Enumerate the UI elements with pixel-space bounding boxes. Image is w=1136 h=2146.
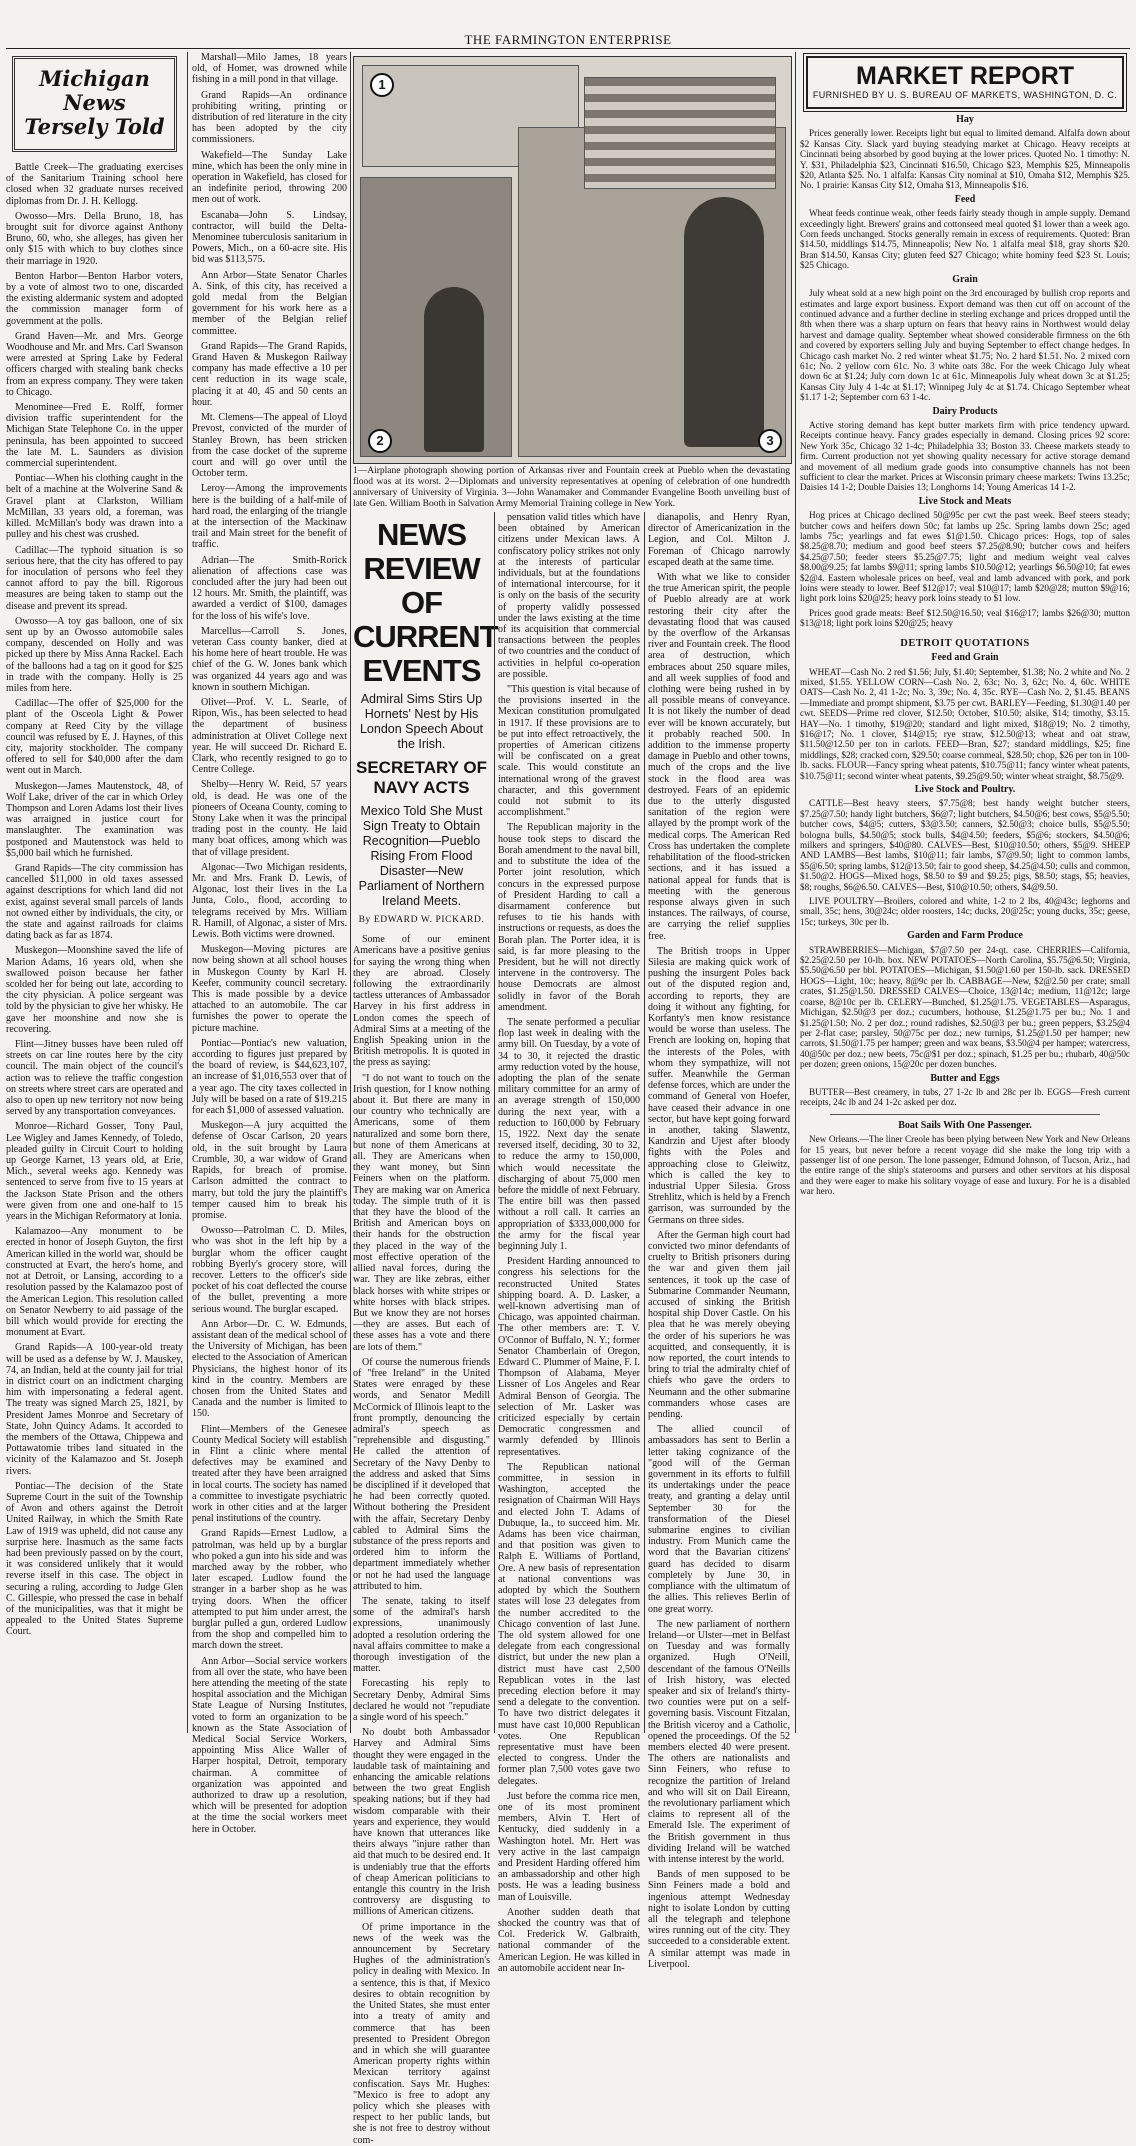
masthead-rule <box>6 48 1130 49</box>
detroit-live-stock: CATTLE—Best heavy steers, $7.75@8; best handy weight butcher steers, $7.25@7.50; handy light butchers, $6@7; light butchers, $4.50@6; best cows, $5@5.50; butcher cows, $4@5; cutters, $3@3.50; canners, $2.50@3; choice bulls, $5@5.50; bologna bulls, $4.50@5; stock bulls, $4@4.50; feeders, $5@6; stockers, $4.50@6; milkers and springers, $40@80. CALVES—Best, $10@10.50; others, $5@9. SHEEP AND LAMBS—Best lambs, $10@11; fair lambs, $7@9.50; light to common lambs, $5@6.50; spring lambs, $12@13.50; fair to good sheep, $4.25@4.50; culls and common, $1.50@2. HOGS—Mixed hogs, $8.50 to $9 and $9.25; pigs, $8.50; stags, $5; heavies, $8; roughs, $6@6.50. CALVES—Best, $10@10.50; others, $4@9.50. <box>800 798 1130 892</box>
photo-caption: 1—Airplane photograph showing portion of Arkansas river and Fountain creek at Pueblo when the devastating flood was at its worst. 2—Diplomats and university representatives at opening of celebration of one hundredth anniversary of University of Virginia. 3—John Wanamaker and Commander Evangeline Booth unveiling bust of late Gen. William Booth in Salvation Army Memorial Training college in New York. <box>353 466 790 509</box>
article-paragraph: Owosso—Patrolman C. D. Miles, who was shot in the left hip by a burglar whom the officer caught robbing Byerly's grocery store, will recover. Letters to the officer's side pocket of his coat deflected the course of the bullet, preventing a more serious wound. The burglar escaped. <box>192 1225 347 1315</box>
article-paragraph: No doubt both Ambassador Harvey and Admiral Sims thought they were engaged in the laudable task of maintaining and enhancing the amicable relations between the two great English speaking nations; but if they had wisdom comparable with their years and experience, they would have known that utterances like theirs always "injure rather than aid that much to be desired end. It is undeniably true that the efforts of cheap American politicians to entangle this country in the Irish controversy are disgusting to millions of American citizens. <box>353 1727 490 1918</box>
heading-line-1: Michigan News <box>39 66 150 115</box>
article-paragraph: Mt. Clemens—The appeal of Lloyd Prevost, convicted of the murder of Stanley Brown, has been stricken from the case docket of the supreme court and will go over until the October term. <box>192 412 347 480</box>
article-paragraph: Olivet—Prof. V. L. Searle, of Ripon, Wis., has been selected to head the department of business administration at Olivet College next year. He will succeed Dr. Richard E. Clark, who recently resigned to go to Centre College. <box>192 696 347 776</box>
article-paragraph: Grand Rapids—Ernest Ludlow, a patrolman, was held up by a burglar who poked a gun into his side and was marched away by the robber, who later escaped. Ludlow found the stranger in a barber shop as he was trying doors. When the officer attempted to put him under arrest, the burglar pulled a gun, ordered Ludlow from the shop and compelled him to march down the street. <box>192 1528 347 1652</box>
masthead <box>0 0 1136 46</box>
article-paragraph: Pontiac—The decision of the State Supreme Court in the suit of the Township of Avon and others against the Detroit United Railway, in which the Smith Rate Law of 1919 was upheld, did not cause any surprise here. Inasmuch as the same facts had been previously passed on by the court, it was considered unlikely that it would reverse itself in this case. The object in securing a ruling, according to Judge Glen C. Gillespie, who pressed the case in behalf of the municipalities, was that it might be appealed to the United States Supreme Court. <box>6 1480 183 1638</box>
article-paragraph: The British troops in Upper Silesia are making quick work of pushing the insurgent Poles back out of the disputed region and, according to reports, they are doing it without any fighting, for Korfanty's men know resistance would be worse than useless. The French are looking on, hoping that the interests of the Poles, with whom they sympathize, will not suffer. Meanwhile the German defense forces, which are under the command of General von Hoefer, have ceased their advance in one sector, but have kept going forward in another, taking Slawentz, Kandrzin and Ujest after bloody fights with the Poles and approaching close to Gleiwitz, which is called the key to industrial Upper Silesia. Gross Strehlitz, which is held by a French garrison, was surrounded by the Germans on three sides. <box>648 945 790 1226</box>
article-paragraph: Cadillac—The offer of $25,000 for the plant of the Osceola Light & Power company at Reed City by the village council was refused by E. J. Haynes, of this city, majority stockholder. The company offered to sell for $40,000 after the dam went out in March. <box>6 698 183 777</box>
article-paragraph: Benton Harbor—Benton Harbor voters, by a vote of almost two to one, discarded the existing aldermanic system and adopted the commission manager form of government at the polls. <box>6 270 183 327</box>
section-heading-dairy: Dairy Products <box>932 405 998 417</box>
article-paragraph: The senate performed a peculiar flop last week in dealing with the army bill. On Tuesday, by a vote of 34 to 30, it rejected the drastic army reduction voted by the house, adopting the plan of the senate military committee for an army of an average strength of 150,000 during the next year, with a reduction to 160,000 by February 15, 1922. Next day the senate reversed itself, deciding, 30 to 32, to reduce the army to 150,000, which would necessitate the discharging of about 75,000 men before the middle of next February. The entire bill was then passed without a roll call. It carries an appropriation of $333,000,000 for the army for the fiscal year beginning July 1. <box>498 1016 640 1252</box>
article-paragraph: dianapolis, and Henry Ryan, director of Americanization in the Legion, and Col. Milton J. Foreman of Chicago narrowly escaped death at the same time. <box>648 512 790 568</box>
article-paragraph: Ann Arbor—State Senator Charles A. Sink, of this city, has received a gold medal from the Belgian government for his work here as a member of the Belgian relief committee. <box>192 269 347 337</box>
column-body <box>353 934 490 2146</box>
detroit-poultry: LIVE POULTRY—Broilers, colored and white, 1-2 to 2 lbs, 40@43c; leghorns and small, 35c; hens, 30@24c; older roosters, 14c; ducks, 20@25c; young ducks, 35c; geese, 15c; turkeys, 30c per lb. <box>800 896 1130 927</box>
section-heading-feed: Feed <box>954 193 976 205</box>
article-paragraph: Leroy—Among the improvements here is the building of a half-mile of hard road, the enlarging of the triangle at the intersection of the Mackinaw trail and Main street for the benefit of traffic. <box>192 483 347 551</box>
article-paragraph: After the German high court had convicted two minor defendants of cruelty to British prisoners during the war and given them jail sentences, it took up the case of Submarine Commander Neumann, accused of sinking the British hospital ship Dover Castle. On his plea that he was merely obeying the order of his superiors he was acquitted, and consequently, it is now reported, the court intends to bring to trial the admiralty chief of chiefs who gave the orders to Neumann and the other submarine commanders whose cases are pending. <box>648 1229 790 1421</box>
news-review-column-1 <box>353 512 498 2146</box>
boat-story: New Orleans.—The liner Creole has been plying between New York and New Orleans for 15 years, but never before a recent voyage did she make the long trip with a passenger list of one person. The lone passenger, Edmund Johnson, of Tucson, Ariz., had the entire range of the ship's staterooms and pursers and other servitors at his disposal and they were eager to make his solitary voyage of ease and luxury. For he is a disabled war hero. <box>800 1134 1130 1197</box>
article-paragraph: Ann Arbor—Social service workers from all over the state, who have been here attending the meeting of the state hospital association and the Michigan State League of Nursing Institutes, voted to form an organization to be known as the State Association of Medical Social Service Workers, appointing Miss Alice Waller of Harper hospital, Detroit, temporary chairman. A committee of organization was appointed and authorized to draw up a resolution, which will be presented for adoption at the time the social workers meet here in October. <box>192 1655 347 1835</box>
column-rule <box>187 52 188 1733</box>
news-deck-1: Admiral Sims Stirs Up Hornets' Nest by His London Speech About the Irish. <box>359 692 484 751</box>
article-paragraph: Muskegon—A jury acquitted the defense of Oscar Carlson, 20 years old, in the suit brought by Laura Crumble, 30, a war widow of Grand Rapids, for breach of promise. Carlson admitted the contract to marry, but told the jury the plaintiff's temper caused him to break his promise. <box>192 1120 347 1221</box>
market-feed: Wheat feeds continue weak, other feeds fairly steady though in ample supply. Demand exceedingly light. Brewers' grains and cottonseed meal quoted $1 lower than a week ago. Corn feeds unchanged. Stocks generally remain in excess of requirements. Quoted: Bran $14.50, middlings $14.75, Minneapolis; New No. 1 alfalfa meal $18, gray shorts $20. Bran $14.50, Kansas City; gluten feed $27 Chicago; white hominy feed $23 St. Louis; $25 Chicago. <box>800 208 1130 271</box>
article-paragraph: Marcellus—Carroll S. Jones, veteran Cass county banker, died at his home here of heart trouble. He was chief of the G. W. Jones bank which was organized 44 years ago and was known in southern Michigan. <box>192 625 347 693</box>
column-rule <box>494 512 495 1733</box>
article-paragraph: Kalamazoo—Any monument to be erected in honor of Joseph Guyton, the first American killed in the world war, should be constructed at Evart, the hero's home, and not at Detroit, or Lansing, according to a resolution passed by the Kalamazoo post of the American Legion. This resolution called on Senator Newberry to aid passage of the bill which would provide for erecting the monument at Evart. <box>6 1226 183 1339</box>
article-paragraph: Forecasting his reply to Secretary Denby, Admiral Sims declared he would not "repudiate a single word of his speech." <box>353 1678 490 1724</box>
detroit-produce-heading: Garden and Farm Produce <box>907 930 1023 942</box>
article-paragraph: Ann Arbor—Dr. C. W. Edmunds, assistant dean of the medical school of the University of Michigan, has been elected to the Association of American Physicians, the highest honor of its kind in the country. Members are chosen from the United States and Canada and the number is limited to 150. <box>192 1318 347 1420</box>
article-paragraph: Monroe—Richard Gosser, Tony Paul, Lee Wigley and James Kennedy, of Toledo, pleaded guilty in Circuit Court to holding up George Karnet, 13 years old, at Erie, Mich., several weeks ago. Kennedy was sentenced to serve from five to 15 years at the Jackson State Prison and the others were given from one and one-half to 15 years in the Michigan Reformatory at Ionia. <box>6 1121 183 1223</box>
column-rule <box>644 512 645 1733</box>
article-paragraph: pensation valid titles which have been obtained by American citizens under Mexican laws. A confiscatory policy strikes not only at the interests of particular individuals, but at the foundations of international intercourse, for it is only on the basis of the security of property validly possessed under the laws existing at the time of its acquisition that commercial transactions between the peoples of two countries and the conduct of activities in helpful co-operation are possible. <box>498 512 640 680</box>
article-paragraph: President Harding announced to congress his selections for the reconstructed United States shipping board. A. D. Lasker, a well-known advertising man of Chicago, was appointed chairman. The other members are: T. V. O'Connor of Buffalo, N. Y.; former Senator Chamberlain of Oregon, Edward C. Plummer of Maine, F. I. Thompson of Alabama, Meyer Lissner of Los Angeles and Rear Admiral Benson of Georgia. The selection of Mr. Lasker was criticized especially by certain Democratic congressmen and warmly defended by Illinois representatives. <box>498 1256 640 1458</box>
article-paragraph: Grand Rapids—A 100-year-old treaty will be used as a defense by W. J. Mauskey, 74, an Indian, held at the county jail for trial in district court on an indictment charging him with impersonating a federal agent. The treaty was signed March 25, 1821, by President James Monroe and Secretary of State, John Quincy Adams. It accorded to the members of the Ottawa, Chippewa and Pottawatomie tribes land situated in the vicinity of the Kalamazoo and St. Joseph rivers. <box>6 1342 183 1477</box>
boat-story-heading: Boat Sails With One Passenger. <box>898 1119 1032 1131</box>
article-paragraph: The Republican majority in the house took steps to discard the Borah amendment to the naval bill, and to substitute the idea of the Porter joint resolution, which concurs in the expressed purpose of President Harding to call a disarmament conference but refuses to tie his hands with instructions or requests, as does the Borah plan. The Porter idea, it is said, is far more pleasing to the President, but he will not directly intervene in the controversy. The house Democrats are almost solidly in favor of the Borah amendment. <box>498 822 640 1013</box>
article-paragraph: Adrian—The Smith-Rorick alienation of affections case was concluded after the jury had been out 12 hours. Mr. Smith, the plaintiff, was awarded a verdict of $100, damages for the loss of his wife's love. <box>192 554 347 622</box>
column-rule <box>350 52 351 1733</box>
article-paragraph: Some of our eminent Americans have a positive genius for saying the wrong thing when they are abroad. Closely following the extraordinarily tactless utterances of Ambassador Harvey in his first address in London comes the speech of Admiral Sims at a meeting of the English Speaking union in the British metropolis. It is quoted in the press as saying: <box>353 934 490 1069</box>
news-deck-2: SECRETARY OF NAVY ACTS <box>356 758 487 797</box>
market-live-stock: Hog prices at Chicago declined 50@95c per cwt the past week. Beef steers steady; butcher cows and heifers down 50c; fat lambs up 25c. Spring lambs down 25c; aged lambs 75c; yearlings and fat ewes $1@1.50. Chicago prices: Hogs, top of sales $8.25@8.70; medium and good beef steers $7.25@8.90; butcher cows and heifers $4.25@7.50; feeder steers $5.25@7.75; light and medium weight veal calves $8.00@9.25; fat lambs $9@11; spring lambs $10.50@12; yearlings $6.50@10; fat ewes $2@4. Eastern wholesale prices on beef, veal and lamb advanced with pork, and pork loins were steady to lower. Beef $12@17; veal $10@17; lamb $20@28; mutton $9@16; light pork loins $20@25; heavy pork loins steady to $1 low. <box>800 510 1130 604</box>
column-body <box>6 162 183 1638</box>
article-paragraph: Muskegon—Moving pictures are now being shown at all school houses in Muskegon County by Karl H. Keefer, community council secretary. This is made possible by a device attached to an automobile. The car furnishes the power to operate the picture machine. <box>192 944 347 1034</box>
detroit-feed-grain: WHEAT—Cash No. 2 red $1.56; July, $1.40; September, $1.38; No. 2 white and No. 2 mixed, $1.55. YELLOW CORN—Cash No. 2, 63c; No. 3, 62c; No. 4, 60c. WHITE OATS—Cash No. 2, 41 1-2c; No. 3, 39c; No. 4, 35c. RYE—Cash No. 2, $1.45. BEANS—Immediate and prompt shipment, $3.75 per cwt. BARLEY—Feeding, $1.30@1.40 per cwt. SEEDS—Prime red clover, $12.50; October, $10.50; alsike, $14; timothy, $3.15. HAY—No. 1 timothy, $19@20; standard and light mixed, $18@19; No. 2 timothy, $16@17; No. 1 clover, $14@15; rye straw, $12.50@13; wheat and oat straw, $11.50@12.50 per ton in carlots. FEED—Bran, $27; standard middlings, $25; fine middlings, $28; cracked corn, $29.50; coarse cornmeal, $28.50; chop, $26 per ton in 100-lb. sacks. FLOUR—Fancy spring wheat patents, $10.75@11; fancy winter wheat patents, $10.75@11; second winter wheat patents, $9.25@9.50; winter wheat straight, $8.75@9. <box>800 666 1130 781</box>
article-paragraph: Another sudden death that shocked the country was that of Col. Frederick W. Galbraith, national commander of the American Legion. He was killed in an automobile accident near In- <box>498 1906 640 1974</box>
column-rule <box>795 52 796 1733</box>
michigan-news-column-2 <box>192 52 347 1835</box>
article-paragraph: Flint—Members of the Genesee County Medical Society will establish in Flint a clinic where mental defectives may be examined and treated after they have been arraigned in local courts. The society has named a committee to investigate psychiatric work in other cities and at the larger penal institutions of the country. <box>192 1423 347 1525</box>
detroit-quotations-heading: DETROIT QUOTATIONS <box>900 637 1030 649</box>
column-body <box>192 52 347 1835</box>
section-divider <box>830 1114 1100 1115</box>
article-paragraph: "This question is vital because of the provisions inserted in the Mexican constitution promulgated in 1917. If these provisions are to be put into effect retroactively, the properties of American citizens will be confiscated on a great scale. This would constitute an international wrong of the gravest character, and this government could not submit to its accomplishment." <box>498 684 640 819</box>
detroit-produce: STRAWBERRIES—Michigan, $7@7.50 per 24-qt. case. CHERRIES—California, $2.25@2.50 per 10-lb. box. NEW POTATOES—North Carolina, $5.75@6.50; Virginia, $5.50@6.50 per bbl. POTATOES—Michigan, $1.50@1.60 per 150-lb. sack. DRESSED HOGS—Light, 10c; heavy, 8@9c per lb. CABBAGE—New, $2@2.50 per crate; small crates, $1.25@1.50. DRESSED CALVES—Choice, 13@14c; medium, 11@12c; large coarse, 8@10c per lb. CELERY—Bunched, $1.25@1.75. VEGETABLES—Asparagus, Michigan, $2.50@3 per doz.; cucumbers, hothouse, $1.25@1.75 per bu.; No. 1 and $1.25@1.50; No. 2 per doz.; round radishes, $2.50@3 per bu.; green peppers, $3.25@4 per 2-flat case; parsley, 50@75c per doz.; new turnips, $1.25@1.50 per hamper; new carrots, $1.50@1.75 per hamper; green and wax beans, $3.50@4 per hamper; watercress, 40@50c per doz.; new beets, 75c@$1 per doz.; spinach, $1.25 per bu.; rhubarb, 40@50c per dozen; green onions, 15@20c per dozen bunches. <box>800 944 1130 1070</box>
article-paragraph: The senate, taking to itself some of the admiral's harsh expressions, unanimously adopted a resolution ordering the naval affairs committee to make a thorough investigation of the matter. <box>353 1595 490 1675</box>
news-review-column-3 <box>648 512 790 1970</box>
article-paragraph: Grand Rapids—An ordinance prohibiting writing, printing or distribution of red literature in the city has been adopted by the city commissioners. <box>192 89 347 146</box>
figure-silhouette <box>684 197 764 447</box>
michigan-news-column-1 <box>6 52 183 1733</box>
article-paragraph: Of prime importance in the news of the week was the announcement by Secretary Hughes of the administration's policy in dealing with Mexico. In a sentence, this is that, if Mexico desires to obtain recognition by the United States, she must enter into a treaty of amity and commerce that has been presented to President Obregon and in which she will guarantee American property rights within Mexican territory against confiscation. Says Mr. Hughes: "Mexico is free to adopt any policy which she pleases with respect to her public lands, but she is not free to destroy without com- <box>353 1921 490 2146</box>
article-paragraph: Pontiac—When his clothing caught in the belt of a machine at the Wolverine Sand & Gravel plant at Clarkston, William McMillan, 33 years old, a foreman, was killed. McMillan's body was drawn into a pulley and his chest was crushed. <box>6 473 183 541</box>
photo-label-3: 3 <box>758 429 782 453</box>
article-paragraph: The allied council of ambassadors has sent to Berlin a letter taking cognizance of the "good will of the German government in its efforts to fulfill its undertakings under the peace treaty, and granting a delay until September 30 for the transformation of the Diesel submarine engines to civilian industry. From Munich came the word that the Bavarian citizens' guard has decided to disarm completely by June 30, in compliance with the ultimatum of the allies. This relieves Berlin of one great worry. <box>648 1424 790 1615</box>
article-paragraph: Grand Haven—Mr. and Mrs. George Woodhouse and Mr. and Mrs. Carl Swanson were arrested at Spring Lake by Federal officers charged with stealing bank checks from an express company. They were taken to Chicago. <box>6 330 183 398</box>
news-headline: NEWS REVIEW OF CURRENT EVENTS <box>353 517 498 688</box>
market-report-title: MARKET REPORT <box>855 62 1075 90</box>
photo-label-2: 2 <box>368 429 392 453</box>
news-deck-3: Mexico Told She Must Sign Treaty to Obtain Recognition—Pueblo Rising From Flood Disaster—New Parliament of Northern Ireland Meets. <box>358 804 485 908</box>
market-report-column <box>800 52 1130 1733</box>
article-paragraph: Muskegon—James Mautenstock, 48, of Wolf Lake, driver of the car in which Orley Thompson and Loren Adams lost their lives was arraigned in justice court for manslaughter. The examination was postponed and Mautenstock was held to $5,000 bail which he furnished. <box>6 780 183 859</box>
article-paragraph: Bands of men supposed to be Sinn Feiners made a bold and ingenious attempt Wednesday night to isolate London by cutting all the telegraph and telephone wires running out of the city. They succeeded to a considerable extent. A similar attempt was made in Liverpool. <box>648 1869 790 1970</box>
detroit-feed-heading: Feed and Grain <box>931 652 999 664</box>
article-paragraph: The new parliament of northern Ireland—or Ulster—met in Belfast on Tuesday and was formally organized. Hugh O'Neill, descendant of the famous O'Neills of Irish history, was elected speaker and six of Ireland's thirty-two counties were put on a self-governing basis. Viscount Fitzalan, the British viceroy and a Catholic, opened the proceedings. Of the 52 members elected 40 were present. The others are nationalists and Sinn Feiners, who refuse to recognize the partition of Ireland and who will sit on Dail Eireann, the revolutionary parliament which claims to represent all of the Emerald Isle. The experiment of the British government in thus dividing Ireland will be watched with intense interest by the world. <box>648 1618 790 1865</box>
column-body <box>648 512 790 1970</box>
detroit-live-stock-heading: Live Stock and Poultry. <box>914 783 1016 795</box>
article-paragraph: Muskegon—Moonshine saved the life of Marion Adams, 16 years old, when she swallowed poison because her father scolded her for being out late, according to the city physician. A police sergeant was told by the physician to give her whisky. He gave her moonshine and now she is recovering. <box>6 945 183 1035</box>
article-paragraph: Algonac—Two Michigan residents, Mr. and Mrs. Frank D. Lewis, of Algonac, lost their lives in the La Junta, Colo., flood, according to telegrams received by Mrs. William R. Hamill, of Algonac, a sister of Mrs. Lewis. Both victims were drowned. <box>192 861 347 941</box>
butter-eggs: BUTTER—Best creamery, in tubs, 27 1-2c lb and 28c per lb. EGGS—Fresh current receipts, 24c lb and 24 1-2c asked per doz. <box>800 1086 1130 1108</box>
news-review-column-2 <box>498 512 640 1974</box>
article-paragraph: "I do not want to touch on the Irish question, for I know nothing about it. But there are many in our country who technically are Americans, some of them naturalized and some born there, but none of them Americans at all. They are Americans when they want money, but Sinn Feiners when on the platform. They are making war on America today. The simple truth of it is that they have the blood of the British and American boys on their hands for the obstruction they placed in the way of the most effective operation of the allied naval forces, during the war. They are like zebras, either black horses with white stripes or white horses with black stripes. But we know they are not horses—they are asses. But each of these asses has a vote and there are lots of them." <box>353 1072 490 1353</box>
article-paragraph: Grand Rapids—The Grand Rapids, Grand Haven & Muskegon Railway company has made effective a 10 per cent reduction in its wage scale, placing it at 40, 45 and 50 cents an hour. <box>192 340 347 408</box>
section-heading-live-stock: Live Stock and Meats <box>918 495 1012 507</box>
market-report-subtitle: FURNISHED BY U. S. BUREAU OF MARKETS, WASHINGTON, D. C. <box>812 90 1118 100</box>
flag-graphic <box>584 77 776 189</box>
article-paragraph: The Republican national committee, in session in Washington, accepted the resignation of Chairman Will Hays and elected John T. Adams of Dubuque, Ia., to succeed him. Mr. Adams has been vice chairman, and that position was given to Ralph E. Williams of Portland, Ore. A new basis of representation at national conventions was adopted by which the Southern states will lose 23 delegates from the number accredited to the Chicago convention of last June. The old system allowed for one delegate from each congressional district, but under the new plan a district must have cast 2,500 Republican votes in the last preceding election before it may send a delegate to the convention. To have two district delegates it must have cast 10,000 Republican votes. One Republican representative must have been elected to congress. Under the former plan 7,500 votes gave two delegates. <box>498 1461 640 1787</box>
column-body <box>498 512 640 1974</box>
article-paragraph: Battle Creek—The graduating exercises of the Sanitarium Training school here closed when 32 graduate nurses received diplomas from Dr. J. H. Kellogg. <box>6 162 183 207</box>
article-paragraph: Escanaba—John S. Lindsay, contractor, will build the Delta-Menominee tuberculosis sanitarium in Powers, Mich., on a 60-acre site. His bid was $113,575. <box>192 209 347 266</box>
article-paragraph: Owosso—A toy gas balloon, one of six sent up by an Owosso automobile sales company, descended on Holly and was picked up there by Miss Anna Rackel. Each of the balloons had a tag on it good for $25 in trade with the company. Holly is 25 miles from here. <box>6 615 183 694</box>
article-paragraph: Marshall—Milo James, 18 years old, of Homer, was drowned while fishing in a mill pond in that village. <box>192 52 347 86</box>
market-grain: July wheat sold at a new high point on the 3rd encouraged by bullish crop reports and estimates and large export business. Export demand was then cut off on account of the continued advance and a further decline in sterling exchange and prices dropped until the 8th when there was a sharp upturn on fears that heavy rains in Northwest would delay harvest and damage quality. September wheat showed considerable firmness on the 6th and covered by exporters selling July and buying September to effect change hedges. In Chicago cash market No. 2 red winter wheat $1.75; No. 2 hard $1.51. No. 2 mixed corn 61c; No. 2 yellow corn 61c. No. 3 white oats 38c. For the week Chicago July wheat down 6c at $1.24; July corn down 1c at 61c. Minneapolis July wheat down 3c at $1.25; Kansas City July 4 1-4c at $1.17; Winnipeg July 4c at $1.74. Chicago September wheat $1.17 1-2; September corn 63 1-4c. <box>800 288 1130 403</box>
newspaper-title: THE FARMINGTON ENTERPRISE <box>464 32 672 47</box>
michigan-news-heading <box>12 56 177 152</box>
heading-line-2: Tersely Told <box>24 114 165 139</box>
article-paragraph: Pontiac—Pontiac's new valuation, according to figures just prepared by the board of review, is $44,623,107, an increase of $1,016,553 over that of a year ago. The city taxes collected in July will be based on a rate of $19.215 for each $1,000 of assessed valuation. <box>192 1037 347 1117</box>
market-report-heading <box>806 56 1124 109</box>
article-paragraph: Shelby—Henry W. Reid, 57 years old, is dead. He was one of the pioneers of Oceana County, coming to Stony Lake when it was the principal trading post in the county. He laid many boat offices, among which was that of village president. <box>192 779 347 858</box>
article-paragraph: Menominee—Fred E. Rolff, former division traffic superintendent for the Michigan State Telephone Co. in the upper peninsula, has been appointed to succeed the late M. L. Saunders as division commercial superintendent. <box>6 402 183 470</box>
section-heading-hay: Hay <box>956 114 974 125</box>
article-paragraph: With what we like to consider the true American spirit, the people of Pueblo already are at work restoring their city after the devastating flood that was caused by the overflow of the Arkansas river and Fountain creek. The flood area of destruction, which embraces about 250 square miles, and all week supplies of food and clothing were being rushed in by all possible means of conveyance. It is not likely the number of dead ever will be known accurately, but it probably reached 500. In addition to the immense property damage in Pueblo and other towns, much of the crops and the live stock in the flood area was destroyed. Fears of an epidemic due to the utterly disgusted sanitation of the region were allayed by the prompt work of the medical corps. The American Red Cross has undertaken the complete rehabilitation of the flood-stricken sections, and it has issued a national appeal for funds that is meeting with the generous response always given in such instances. The railways, of course, are carrying the relief supplies free. <box>648 572 790 942</box>
market-dairy: Active storing demand has kept butter markets firm with price tendency upward. Receipts continue heavy. Fancy grades especially in demand. Closing prices 92 score: New York 35c, Chicago 32 1-4c; Philadelphia 33; Boston 33. Cheese markets steady to firm. Current production not yet showing quality necessary for active storage demand and movement of all medium grade goods into consumptive channels has not been sufficient to clear the market. Prices at Wisconsin primary cheese markets: Twins 13.25c; Daisies 14 1-2; Double Daisies 13; Longhorns 14; Young Americas 14 1-2. <box>800 419 1130 493</box>
article-paragraph: Wakefield—The Sunday Lake mine, which has been the only mine in operation in Wakefield, has closed for an indefinite period, throwing 200 men out of work. <box>192 149 347 206</box>
market-live-stock-2: Prices good grade meats: Beef $12.50@16.50; veal $16@17; lambs $26@30; mutton $13@18; light pork loins $20@25; heavy <box>800 607 1130 629</box>
news-byline: By EDWARD W. PICKARD. <box>358 915 485 925</box>
article-paragraph: Just before the comma rice men, one of its most prominent members, Alvin T. Hert of Kentucky, died suddenly in a Washington hotel. Mr. Hert was very active in the last campaign and President Harding offered him an ambassadorship and other high posts. He was a leading business man of Louisville. <box>498 1790 640 1903</box>
article-paragraph: Flint—Jitney busses have been ruled off streets on car line routes here by the city council. The main object of the council's action was to relieve the traffic congestion on streets where street cars are operated and also to open up new territory not now being served by any transportation conveyances. <box>6 1039 183 1118</box>
article-paragraph: Grand Rapids—The city commission has cancelled $11,000 in old taxes assessed against descriptions for which land did not exist, against several small parcels of lands not owned either by individuals, the city, or the state and against railroads for claims dating back as far as 1874. <box>6 862 183 942</box>
photo-label-1: 1 <box>370 73 394 97</box>
market-hay: Prices generally lower. Receipts light but equal to limited demand. Alfalfa down about $2 Kansas City. Slack yard buying steadying market at Chicago. Heavy receipts at Cincinnati being absorbed by good buying at the lower prices. Quoted No. 1 timothy: N. Y. $31, Philadelphia $23, Cincinnati $16.50, Chicago $23, Memphis $25, Minneapolis $20, Atlanta $25. No. 1 alfalfa: Kansas City nominal at $10, Omaha $12, Memphis $25. No. 1 prairie: Kansas City $12, Omaha $13, Minneapolis $16. <box>800 128 1130 191</box>
section-heading-grain: Grain <box>952 273 978 285</box>
article-paragraph: Owosso—Mrs. Della Bruno, 18, has brought suit for divorce against Anthony Bruno, 60, who, she alleges, has given her only $15 with which to buy clothes since their marriage in 1920. <box>6 210 183 267</box>
news-photograph <box>353 56 792 464</box>
article-paragraph: Cadillac—The typhoid situation is so serious here, that the city has offered to pay for inoculation of persons who feel they cannot afford to pay the bill. Rigorous measures are being taken to stamp out the disease and prevent its spread. <box>6 544 183 612</box>
figure-silhouette <box>424 287 484 452</box>
article-paragraph: Of course the numerous friends of "free Ireland" in the United States were enraged by these words, and Senator Medill McCormick of Illinois leapt to the front promptly, denouncing the admiral's speech as "reprehensible and disgusting." He called the attention of Secretary of the Navy Denby to the address and asked that Sims be disciplined if it developed that he had been correctly quoted. Without bothering the President with the affair, Secretary Denby cabled to Admiral Sims the substance of the press reports and ordered him to inform the department immediately whether or not he had used the language attributed to him. <box>353 1356 490 1592</box>
butter-eggs-heading: Butter and Eggs <box>930 1072 1000 1084</box>
